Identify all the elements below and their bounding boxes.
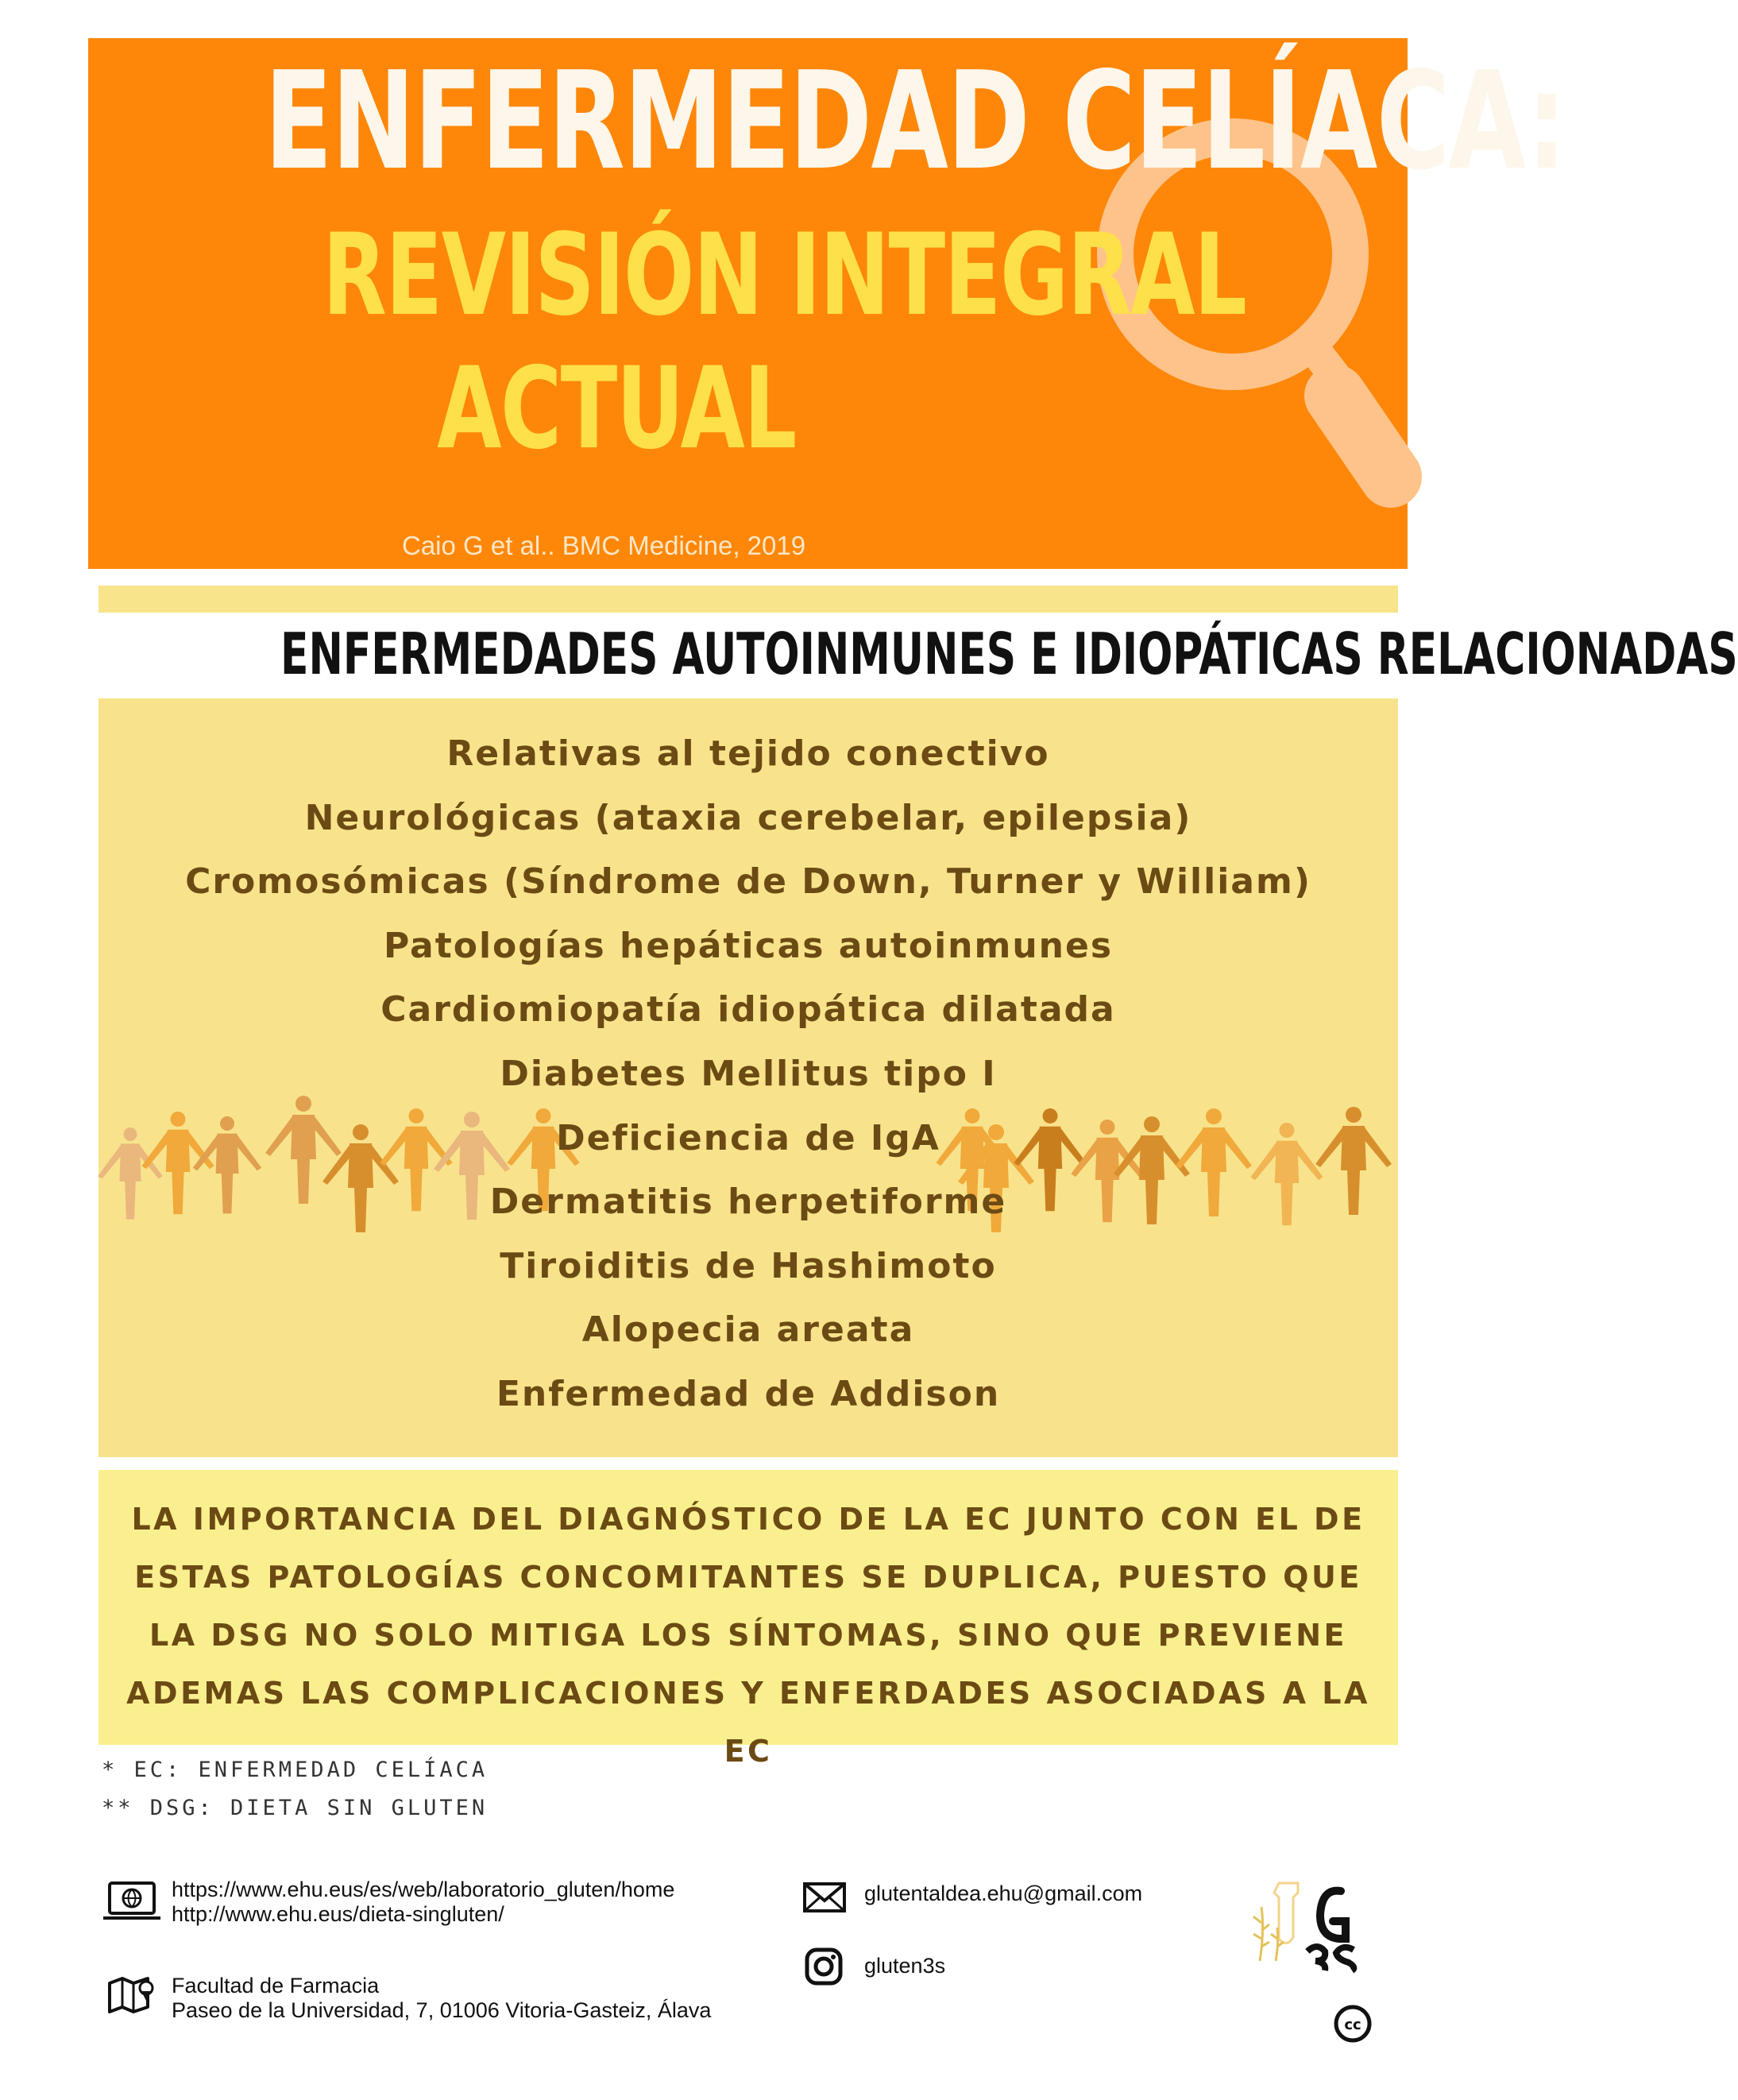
laptop-globe-icon [102, 1880, 162, 1923]
instagram-icon [804, 1947, 844, 1986]
list-item: Dermatitis herpetiforme [489, 1181, 1007, 1223]
footnote-ec: * EC: ENFERMEDAD CELÍACA [102, 1758, 489, 1782]
list-item: Deficiencia de IgA [556, 1117, 940, 1158]
address-line-2: Paseo de la Universidad, 7, 01006 Vitoria-Gasteiz, Álava [172, 1998, 712, 2022]
envelope-icon [802, 1881, 847, 1913]
conclusion-text: LA IMPORTANCIA DEL DIAGNÓSTICO DE LA EC JUNTO CON EL DE ESTAS PATOLOGÍAS CONCOMITANTES SE DUPLICA, PUESTO QUE LA DSG NO SOLO MITIGA LOS SÍNTOMAS, SINO QUE PREVIENE ADEMAS LAS COMPLICACIONES Y ENFERDADES ASOCIADAS A LA EC [126, 1502, 1370, 1769]
address [172, 1974, 711, 2023]
disease-list [98, 722, 1398, 1427]
divider-bar [98, 586, 1398, 613]
website-link-2[interactable]: http://www.ehu.eus/dieta-singluten/ [172, 1902, 504, 1926]
header-banner [88, 38, 1566, 569]
list-item: Patologías hepáticas autoinmunes [383, 925, 1114, 966]
disease-panel [98, 698, 1398, 1457]
conclusion-box [98, 1470, 1398, 1769]
address-line-1: Facultad de Farmacia [172, 1974, 380, 1998]
list-item: Alopecia areata [581, 1309, 915, 1351]
title-line-1: ENFERMEDAD CELÍACA: [264, 43, 1566, 200]
footnote-dsg: ** DSG: DIETA SIN GLUTEN [102, 1796, 489, 1820]
g3s-logo [1247, 1875, 1374, 1970]
email-link[interactable]: glutentaldea.ehu@gmail.com [864, 1881, 1143, 1905]
website-link-1[interactable]: https://www.ehu.eus/es/web/laboratorio_gluten/home [172, 1878, 675, 1901]
map-icon [106, 1975, 157, 2015]
title-line-2: REVISIÓN INTEGRAL [322, 210, 1246, 341]
web-links [172, 1878, 674, 1927]
svg-text:cc: cc [1344, 2017, 1361, 2033]
list-item: Relativas al tejido conectivo [446, 733, 1050, 774]
list-item: Cromosómicas (Síndrome de Down, Turner y William) [185, 861, 1311, 903]
title-line-3: ACTUAL [437, 343, 796, 474]
list-item: Diabetes Mellitus tipo I [500, 1053, 997, 1094]
citation: Caio G et al.. BMC Medicine, 2019 [402, 531, 806, 560]
list-item: Neurológicas (ataxia cerebelar, epilepsia) [304, 797, 1192, 838]
list-item: Tiroiditis de Hashimoto [500, 1245, 997, 1286]
section-title: ENFERMEDADES AUTOINMUNES E IDIOPÁTICAS RELACIONADAS [280, 621, 1738, 687]
instagram-handle[interactable]: gluten3s [864, 1954, 946, 1978]
list-item: Cardiomiopatía idiopática dilatada [380, 989, 1116, 1031]
list-item: Enfermedad de Addison [496, 1373, 1001, 1414]
creative-commons-icon [1333, 2004, 1373, 2044]
